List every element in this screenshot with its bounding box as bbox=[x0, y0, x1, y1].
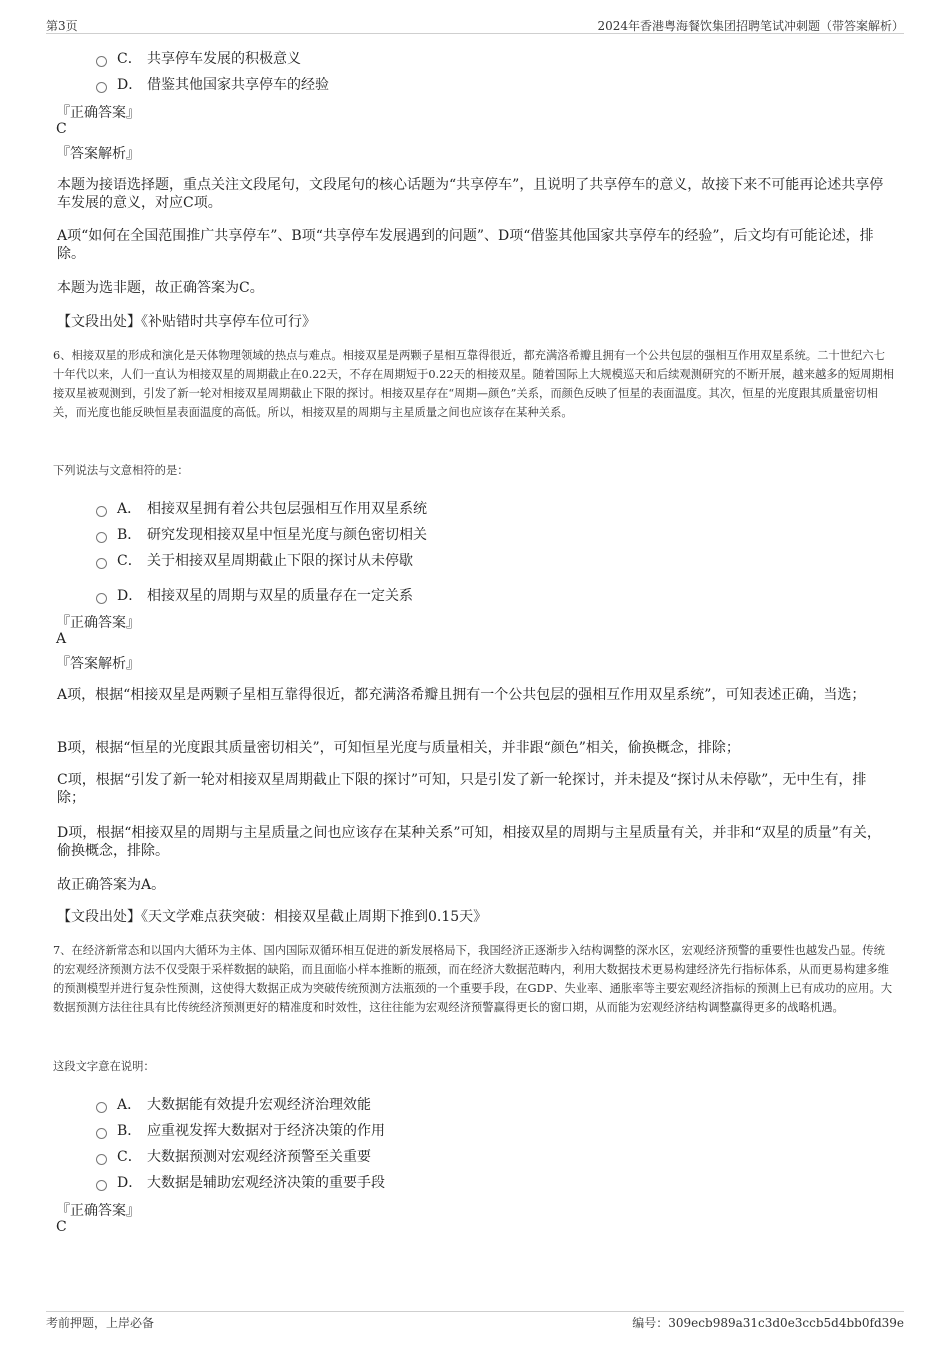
document-title: 2024年香港粤海餐饮集团招聘笔试冲刺题（带答案解析） bbox=[597, 19, 904, 33]
radio-icon[interactable] bbox=[96, 1154, 107, 1165]
q7-stem: 7、在经济新常态和以国内大循环为主体、国内国际双循环相互促进的新发展格局下，我国经济正逐渐步入结构调整的深水区，宏观经济预警的重要性也越发凸显。传统的宏观经济预测方法不仅受限于采样数据的缺陷，而且面临小样本推断的瓶颈，而在经济大数据范畴内，利用大数据技术更易构建经济先行指标体系，从而更易构建多维的预测模型并进行复杂性预测，这使得大数据正成为突破传统预测方法瓶颈的一个重要手段，在GDP、失业率、通胀率等主要宏观经济指标的预测上已有成功的应用。大数据预测方法往往具有比传统经济预测更好的精准度和时效性，这往往能为宏观经济预警赢得更长的窗口期，从而能为宏观经济结构调整赢得更多的战略机遇。 bbox=[53, 944, 893, 1014]
q6-source: 【文段出处】《天文学难点获突破：相接双星截止周期下推到0.15天》 bbox=[57, 909, 488, 925]
q6-option-c[interactable] bbox=[96, 550, 413, 570]
q5-answer-label: 『正确答案』 bbox=[56, 105, 140, 121]
option-text: 研究发现相接双星中恒星光度与颜色密切相关 bbox=[147, 527, 427, 543]
option-text: 共享停车发展的积极意义 bbox=[147, 51, 301, 67]
option-letter: D． bbox=[117, 1175, 143, 1191]
radio-icon[interactable] bbox=[96, 558, 107, 569]
footer-slogan: 考前押题，上岸必备 bbox=[46, 1316, 155, 1330]
radio-icon[interactable] bbox=[96, 1128, 107, 1139]
option-text: 借鉴其他国家共享停车的经验 bbox=[147, 77, 329, 93]
q5-analysis-3: 本题为选非题，故正确答案为C。 bbox=[57, 280, 264, 296]
option-text: 大数据是辅助宏观经济决策的重要手段 bbox=[147, 1175, 385, 1191]
radio-icon[interactable] bbox=[96, 56, 107, 67]
q7-answer-label: 『正确答案』 bbox=[56, 1203, 140, 1219]
q6-option-b[interactable] bbox=[96, 524, 427, 544]
q5-option-d[interactable] bbox=[96, 74, 329, 94]
q5-analysis-2: A项“如何在全国范围推广共享停车”、B项“共享停车发展遇到的问题”、D项“借鉴其他国家共享停车的经验”，后文均有可能论述，排除。 bbox=[57, 228, 874, 262]
radio-icon[interactable] bbox=[96, 1102, 107, 1113]
option-letter: C． bbox=[117, 553, 142, 569]
q5-analysis-1: 本题为接语选择题，重点关注文段尾句，文段尾句的核心话题为“共享停车”，且说明了共享停车的意义，故接下来不可能再论述共享停车发展的意义，对应C项。 bbox=[57, 177, 884, 211]
option-letter: B． bbox=[117, 1123, 142, 1139]
q6-analysis-5: 故正确答案为A。 bbox=[57, 877, 166, 893]
option-letter: C． bbox=[117, 51, 142, 67]
q5-option-c[interactable] bbox=[96, 48, 301, 68]
q7-option-d[interactable] bbox=[96, 1172, 385, 1192]
q6-option-d[interactable] bbox=[96, 585, 413, 605]
q7-answer: C bbox=[56, 1219, 67, 1235]
footer-divider bbox=[46, 1311, 904, 1312]
radio-icon[interactable] bbox=[96, 506, 107, 517]
option-text: 相接双星的周期与双星的质量存在一定关系 bbox=[147, 588, 413, 604]
q6-analysis-label: 『答案解析』 bbox=[56, 656, 140, 672]
q6-analysis-3: C项，根据“引发了新一轮对相接双星周期截止下限的探讨”可知，只是引发了新一轮探讨，并未提及“探讨从未停歇”，无中生有，排除； bbox=[57, 772, 867, 806]
page-number: 第3页 bbox=[46, 19, 78, 33]
option-letter: A． bbox=[117, 1097, 142, 1113]
q6-analysis-2: B项，根据“恒星的光度跟其质量密切相关”，可知恒星光度与质量相关，并非跟“颜色”相关，偷换概念，排除； bbox=[57, 740, 740, 756]
option-letter: C． bbox=[117, 1149, 142, 1165]
radio-icon[interactable] bbox=[96, 82, 107, 93]
radio-icon[interactable] bbox=[96, 532, 107, 543]
q7-question: 这段文字意在说明： bbox=[53, 1060, 155, 1073]
option-letter: D． bbox=[117, 588, 143, 604]
radio-icon[interactable] bbox=[96, 1180, 107, 1191]
option-letter: D． bbox=[117, 77, 143, 93]
q7-option-a[interactable] bbox=[96, 1094, 371, 1114]
option-text: 大数据能有效提升宏观经济治理效能 bbox=[147, 1097, 371, 1113]
q5-source: 【文段出处】《补贴错时共享停车位可行》 bbox=[57, 314, 316, 330]
option-text: 大数据预测对宏观经济预警至关重要 bbox=[147, 1149, 371, 1165]
q5-answer: C bbox=[56, 121, 67, 137]
document-id: 编号：309ecb989a31c3d0e3ccb5d4bb0fd39e bbox=[632, 1316, 904, 1330]
q6-analysis-1: A项，根据“相接双星是两颗子星相互靠得很近，都充满洛希瓣且拥有一个公共包层的强相互作用双星系统”，可知表述正确，当选； bbox=[57, 687, 866, 703]
option-letter: A． bbox=[117, 501, 142, 517]
option-text: 相接双星拥有着公共包层强相互作用双星系统 bbox=[147, 501, 427, 517]
header-divider bbox=[46, 33, 904, 34]
q6-question: 下列说法与文意相符的是： bbox=[53, 464, 189, 477]
q5-analysis-label: 『答案解析』 bbox=[56, 146, 140, 162]
q7-option-b[interactable] bbox=[96, 1120, 385, 1140]
option-text: 应重视发挥大数据对于经济决策的作用 bbox=[147, 1123, 385, 1139]
option-letter: B． bbox=[117, 527, 142, 543]
q6-answer-label: 『正确答案』 bbox=[56, 615, 140, 631]
q6-stem: 6、相接双星的形成和演化是天体物理领域的热点与难点。相接双星是两颗子星相互靠得很近，都充满洛希瓣且拥有一个公共包层的强相互作用双星系统。二十世纪六七十年代以来，人们一直认为相接双星的周期截止在0.22天，不存在周期短于0.22天的相接双星。随着国际上大规模巡天和后续观测研究的不断开展，越来越多的短周期相接双星被观测到，引发了新一轮对相接双星周期截止下限的探讨。相接双星存在“周期—颜色”关系，而颜色反映了恒星的表面温度。其次，恒星的光度跟其质量密切相关，而光度也能反映恒星表面温度的高低。所以，相接双星的周期与主星质量之间也应该存在某种关系。 bbox=[53, 349, 895, 419]
q7-option-c[interactable] bbox=[96, 1146, 371, 1166]
q6-analysis-4: D项，根据“相接双星的周期与主星质量之间也应该存在某种关系”可知，相接双星的周期与主星质量有关，并非和“双星的质量”有关，偷换概念，排除。 bbox=[57, 825, 881, 859]
radio-icon[interactable] bbox=[96, 593, 107, 604]
q6-option-a[interactable] bbox=[96, 498, 427, 518]
q6-answer: A bbox=[56, 631, 67, 647]
option-text: 关于相接双星周期截止下限的探讨从未停歇 bbox=[147, 553, 413, 569]
